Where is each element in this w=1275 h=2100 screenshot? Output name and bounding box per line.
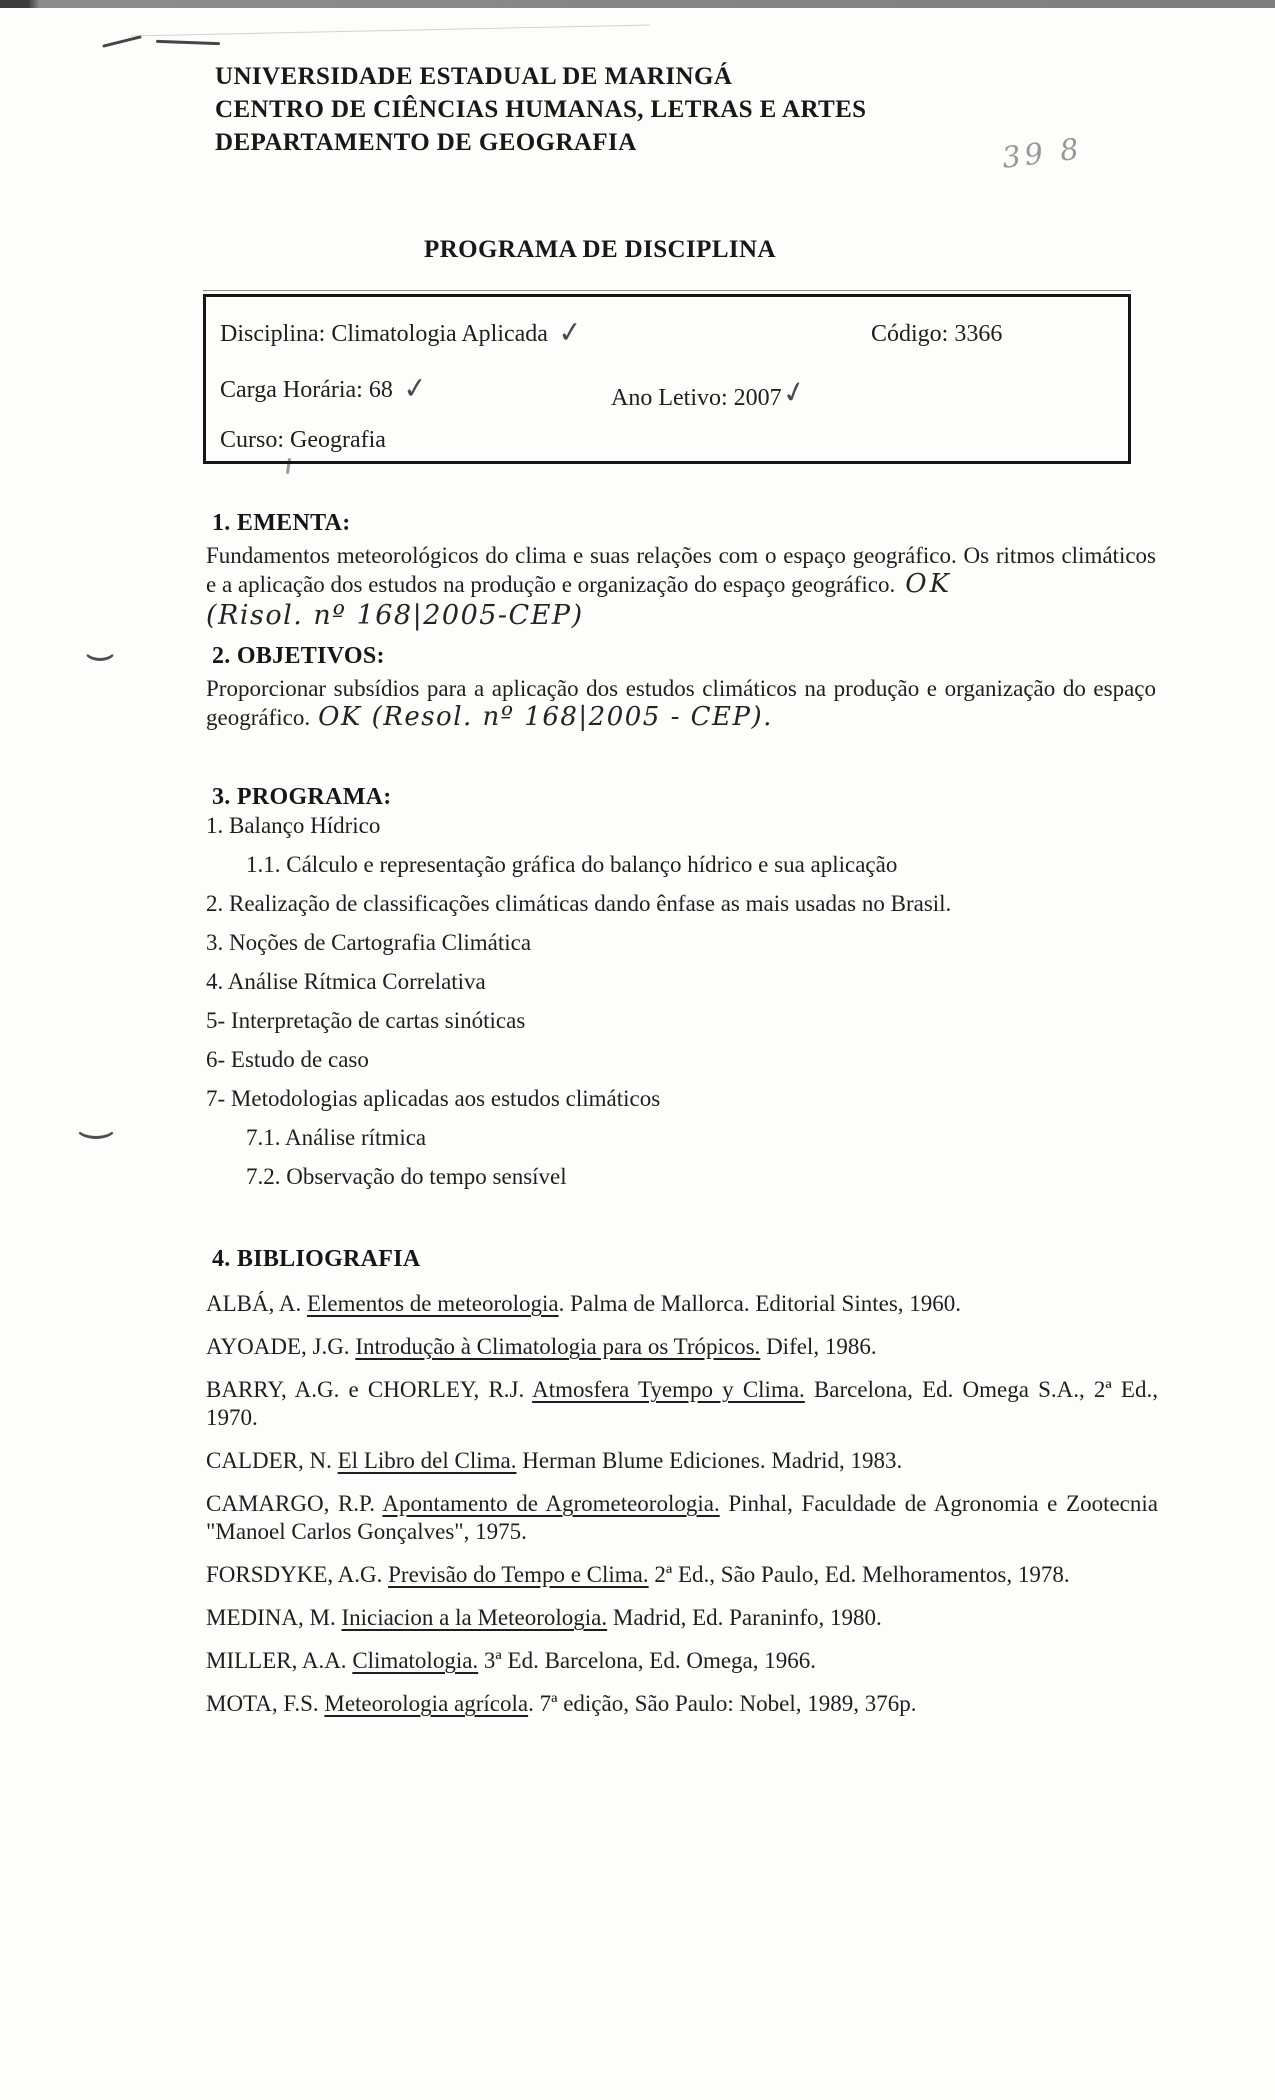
bibliography-entry — [206, 1447, 1158, 1475]
bib-author: MILLER, A.A. — [206, 1648, 353, 1673]
bib-title: Previsão do Tempo e Clima. — [388, 1562, 649, 1587]
ementa-heading: 1. EMENTA: — [212, 510, 351, 536]
ano-letivo-value: Ano Letivo: 2007 — [611, 385, 782, 411]
objetivos-section — [206, 674, 1156, 732]
field-codigo: Código: 3366 — [871, 321, 1003, 347]
bibliography-entry — [206, 1647, 1158, 1675]
bib-rest: . Palma de Mallorca. Editorial Sintes, 1960. — [558, 1291, 962, 1316]
program-subitem: 7.2. Observação do tempo sensível — [246, 1164, 567, 1189]
bib-title: Elementos de meteorologia — [306, 1291, 559, 1316]
bib-author: AYOADE, J.G. — [206, 1334, 356, 1359]
checkmark-icon: ✓ — [556, 313, 584, 351]
bib-author: CAMARGO, R.P. — [206, 1491, 383, 1516]
program-item: 1. Balanço Hídrico — [206, 813, 381, 838]
checkmark-icon: ✓ — [777, 372, 810, 412]
bib-title: Atmosfera Tyempo y Clima. — [532, 1377, 805, 1402]
handwritten-page-number: 39 8 — [1000, 131, 1085, 175]
bib-rest: 3ª Ed. Barcelona, Ed. Omega, 1966. — [478, 1648, 817, 1673]
bib-rest: Pinhal, Faculdade de Agronomia e Zootecnia "Manoel Carlos Gonçalves", 1975. — [206, 1491, 1158, 1544]
discipline-info-box — [203, 294, 1131, 464]
bib-title: Climatologia. — [352, 1648, 479, 1673]
handwritten-resolution-note: (Risol. nº 168|2005-CEP) — [206, 600, 584, 631]
carga-horaria-value: Carga Horária: 68 — [220, 377, 393, 403]
bibliografia-heading: 4. BIBLIOGRAFIA — [212, 1246, 421, 1272]
pencil-smudge — [102, 35, 142, 48]
pencil-smudge — [156, 40, 220, 45]
program-item: 5- Interpretação de cartas sinóticas — [206, 1008, 526, 1033]
center-name: CENTRO DE CIÊNCIAS HUMANAS, LETRAS E ARTES — [215, 96, 867, 123]
bib-title: El Libro del Clima. — [337, 1448, 517, 1473]
page-title: PROGRAMA DE DISCIPLINA — [424, 236, 776, 263]
bib-title: Apontamento de Agrometeorologia. — [382, 1491, 720, 1516]
disciplina-value: Disciplina: Climatologia Aplicada — [220, 321, 548, 347]
university-name: UNIVERSIDADE ESTADUAL DE MARINGÁ — [215, 63, 733, 90]
program-item: 4. Análise Rítmica Correlativa — [206, 969, 486, 994]
program-subitem: 1.1. Cálculo e representação gráfica do balanço hídrico e sua aplicação — [246, 852, 898, 877]
field-ano-letivo — [611, 372, 810, 413]
letterhead — [215, 60, 866, 159]
department-name: DEPARTAMENTO DE GEOGRAFIA — [215, 129, 637, 156]
bibliography-entry — [206, 1376, 1158, 1432]
page-corner-line — [130, 25, 650, 37]
handwritten-arc-mark — [75, 1114, 117, 1139]
objetivos-text: Proporcionar subsídios para a aplicação dos estudos climáticos na produção e organização do espaço geográfico. — [206, 676, 1156, 730]
field-carga-horaria — [220, 371, 427, 405]
ementa-section — [206, 541, 1156, 630]
bibliografia-list — [206, 1290, 1158, 1733]
bib-rest: 2ª Ed., São Paulo, Ed. Melhoramentos, 1978. — [648, 1562, 1070, 1587]
handwritten-ok: OK — [905, 569, 953, 599]
scan-edge-strip — [0, 0, 1275, 8]
program-item: 6- Estudo de caso — [206, 1047, 369, 1072]
bibliography-entry — [206, 1290, 1158, 1318]
bib-rest: Difel, 1986. — [760, 1334, 877, 1359]
program-item: 2. Realização de classificações climáticas dando ênfase as mais usadas no Brasil. — [206, 891, 952, 916]
bib-rest: . 7ª edição, São Paulo: Nobel, 1989, 376p. — [528, 1691, 917, 1716]
bib-title: Introdução à Climatologia para os Trópicos. — [355, 1334, 761, 1359]
bib-author: MOTA, F.S. — [206, 1691, 325, 1716]
bib-author: CALDER, N. — [206, 1448, 338, 1473]
bibliography-entry — [206, 1333, 1158, 1361]
bib-title: Iniciacion a la Meteorologia. — [341, 1605, 608, 1630]
field-disciplina — [220, 315, 582, 349]
handwritten-arc-mark — [83, 636, 117, 661]
bib-rest: Herman Blume Ediciones. Madrid, 1983. — [516, 1448, 903, 1473]
bib-author: ALBÁ, A. — [206, 1291, 307, 1316]
program-item: 7- Metodologias aplicadas aos estudos climáticos — [206, 1086, 661, 1111]
bib-author: FORSDYKE, A.G. — [206, 1562, 389, 1587]
bib-title: Meteorologia agrícola — [324, 1691, 529, 1716]
checkmark-icon: ✓ — [401, 369, 429, 407]
bib-author: MEDINA, M. — [206, 1605, 342, 1630]
bibliography-entry — [206, 1690, 1158, 1718]
handwritten-resolution-note: OK (Resol. nº 168|2005 - CEP). — [318, 702, 773, 732]
bibliography-entry — [206, 1561, 1158, 1589]
programa-list — [206, 812, 1156, 1202]
field-curso: Curso: Geografia — [220, 427, 386, 453]
bibliography-entry — [206, 1604, 1158, 1632]
bib-author: BARRY, A.G. e CHORLEY, R.J. — [206, 1377, 533, 1402]
bibliography-entry — [206, 1490, 1158, 1546]
ementa-text: Fundamentos meteorológicos do clima e suas relações com o espaço geográfico. Os ritmos climáticos e a aplicação dos estudos na produção e organização do espaço geográfico. — [206, 543, 1156, 597]
programa-heading: 3. PROGRAMA: — [212, 784, 392, 810]
objetivos-heading: 2. OBJETIVOS: — [212, 643, 385, 669]
bib-rest: Madrid, Ed. Paraninfo, 1980. — [607, 1605, 882, 1630]
program-subitem: 7.1. Análise rítmica — [246, 1125, 427, 1150]
bib-rest: Barcelona, Ed. Omega S.A., 2ª Ed., 1970. — [206, 1377, 1158, 1430]
program-item: 3. Noções de Cartografia Climática — [206, 930, 532, 955]
